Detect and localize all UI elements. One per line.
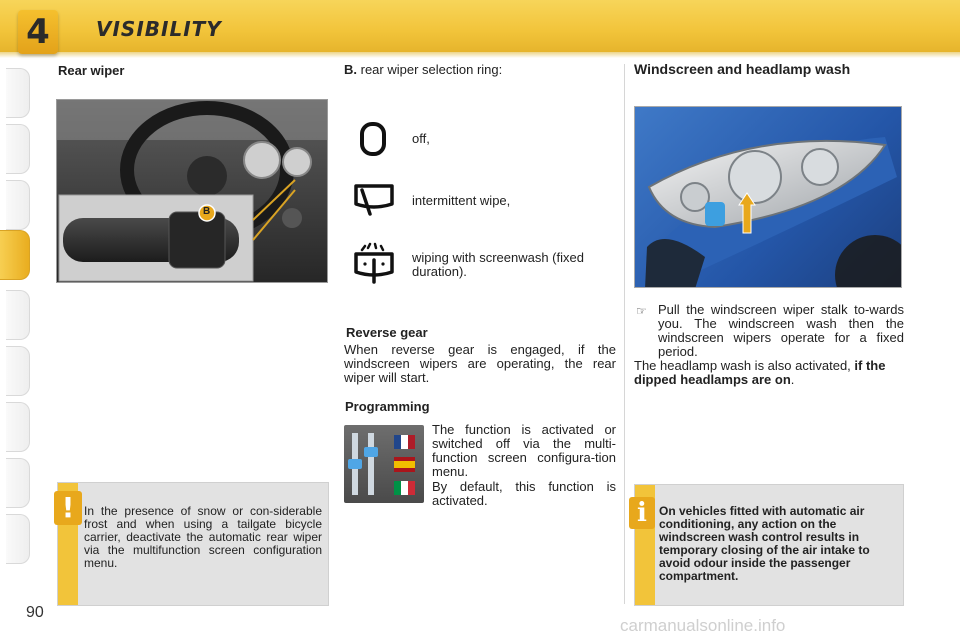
- mode-screenwash-text: wiping with screenwash (fixed duration).: [412, 250, 584, 279]
- screenwash-wipe-icon: [352, 242, 396, 282]
- programming-text-1: The function is activated or switched off via the multi-function screen configura-tion menu.: [432, 422, 616, 479]
- side-tab-8[interactable]: [6, 458, 30, 508]
- info-text: On vehicles fitted with automatic air conditioning, any action on the windscreen wash control results in temporary closing of the air intake to avoid odour inside the passenger compartment.: [659, 504, 870, 583]
- configuration-menu-icon: [344, 425, 424, 503]
- photo-label-b: B: [203, 206, 211, 217]
- side-tab-6[interactable]: [6, 346, 30, 396]
- info-box: [634, 484, 904, 606]
- side-tab-2[interactable]: [6, 124, 30, 174]
- headlamp-wash-text-plain: The headlamp wash is also activated,: [634, 358, 851, 373]
- chapter-number-badge: 4: [18, 10, 58, 54]
- pointing-hand-icon: ☞: [636, 304, 647, 318]
- column-divider: [624, 64, 625, 604]
- programming-heading: Programming: [345, 399, 430, 414]
- dashboard-illustration: [57, 100, 328, 283]
- chapter-side-tabs: [0, 68, 34, 578]
- chapter-title: VISIBILITY: [96, 17, 222, 41]
- headlamp-illustration: [635, 107, 902, 288]
- warning-exclamation-icon: !: [54, 491, 82, 525]
- mode-off-text: off,: [412, 131, 430, 146]
- side-tab-4-active[interactable]: [0, 230, 30, 280]
- dashboard-stalk-photo: [56, 99, 328, 283]
- reverse-gear-text: When reverse gear is engaged, if the windscreen wipers are operating, the rear wiper will start.: [344, 342, 616, 385]
- info-i-icon: i: [629, 497, 655, 529]
- rear-wiper-heading: Rear wiper: [58, 63, 125, 78]
- side-tab-1[interactable]: [6, 68, 30, 118]
- side-tab-3[interactable]: [6, 180, 30, 230]
- windscreen-wash-instruction: Pull the windscreen wiper stalk to-wards you. The windscreen wash then the windscreen wipers operate for a fixed period.: [658, 302, 904, 359]
- warning-text: In the presence of snow or con-siderable frost and when using a tailgate bicycle carrier, deactivate the automatic rear wiper via the multifunction screen configuration menu.: [84, 504, 322, 570]
- headlamp-wash-text-end: .: [790, 372, 795, 387]
- headlamp-wash-text-bold: if the dipped headlamps are on: [634, 358, 886, 387]
- warning-box: [57, 482, 329, 606]
- windscreen-headlamp-wash-heading: Windscreen and headlamp wash: [634, 61, 851, 77]
- side-tab-5[interactable]: [6, 290, 30, 340]
- mode-intermittent-text: intermittent wipe,: [412, 193, 511, 208]
- side-tab-9[interactable]: [6, 514, 30, 564]
- ring-label: rear wiper selection ring:: [360, 62, 503, 77]
- page-number: 90: [26, 604, 44, 621]
- header-shade: [0, 52, 960, 58]
- headlamp-photo: [634, 106, 902, 288]
- intermittent-wipe-icon: [352, 180, 396, 220]
- off-icon: [354, 118, 398, 158]
- side-tab-7[interactable]: [6, 402, 30, 452]
- ring-prefix: B.: [344, 62, 357, 77]
- watermark: carmanualsonline.info: [620, 616, 786, 635]
- headlamp-wash-text: [634, 359, 906, 387]
- ring-intro: [344, 62, 502, 77]
- programming-text-2: By default, this function is activated.: [432, 479, 616, 508]
- reverse-gear-heading: Reverse gear: [346, 325, 428, 340]
